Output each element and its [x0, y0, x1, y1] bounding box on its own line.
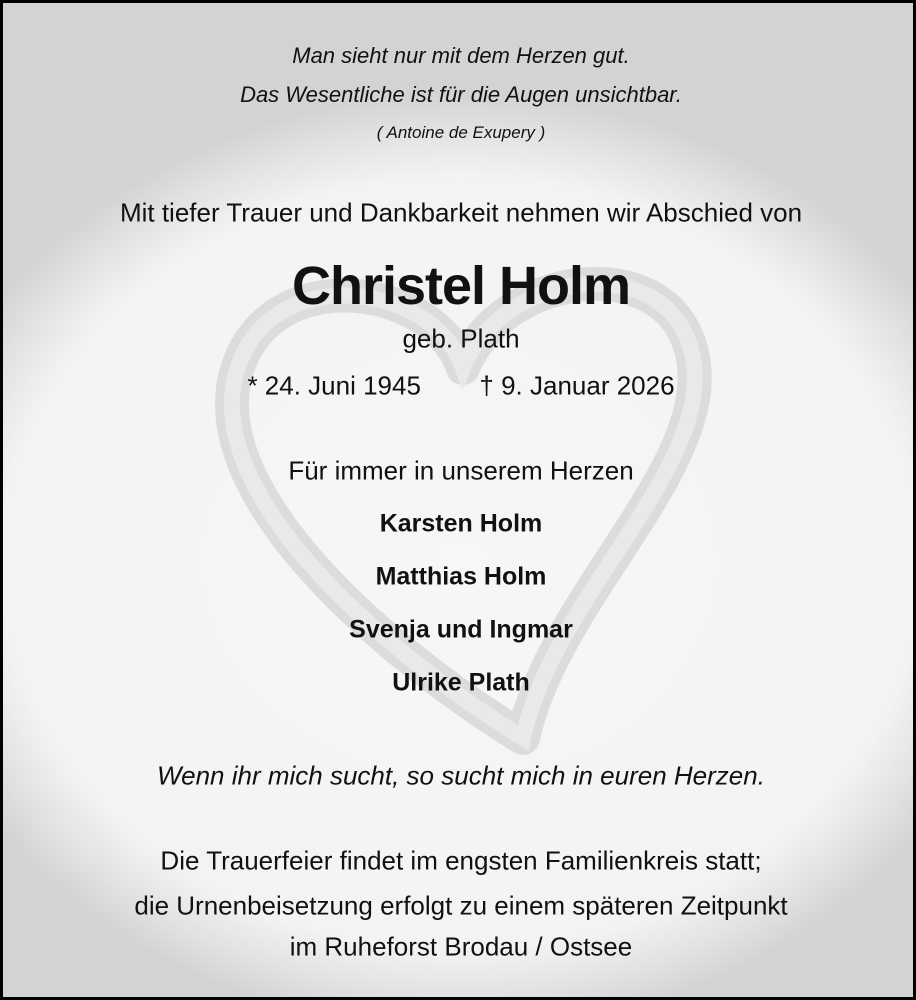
maiden-name: geb. Plath — [402, 323, 520, 354]
quote-line-1: Man sieht nur mit dem Herzen gut. — [292, 43, 630, 68]
notice-line-1: Die Trauerfeier findet im engsten Familienkreis statt; — [160, 845, 762, 876]
mourner: Matthias Holm — [375, 562, 547, 591]
quote-author: ( Antoine de Exupery ) — [376, 123, 546, 142]
deceased-name: Christel Holm — [291, 256, 631, 316]
life-dates — [3, 371, 916, 402]
birth-date: * 24. Juni 1945 — [247, 370, 421, 401]
notice-line-2: die Urnenbeisetzung erfolgt zu einem späteren Zeitpunkt — [134, 890, 788, 921]
mourner: Ulrike Plath — [392, 668, 530, 697]
mourner: Karsten Holm — [379, 509, 543, 538]
closing-line: Für immer in unserem Herzen — [288, 455, 634, 486]
quote-line-2: Das Wesentliche ist für die Augen unsichtbar. — [240, 82, 682, 107]
intro-text: Mit tiefer Trauer und Dankbarkeit nehmen wir Abschied von — [119, 197, 803, 228]
saying: Wenn ihr mich sucht, so sucht mich in euren Herzen. — [157, 760, 765, 791]
notice-line-3: im Ruheforst Brodau / Ostsee — [289, 931, 633, 962]
death-date: † 9. Januar 2026 — [479, 370, 675, 401]
mourner: Svenja und Ingmar — [349, 615, 573, 644]
